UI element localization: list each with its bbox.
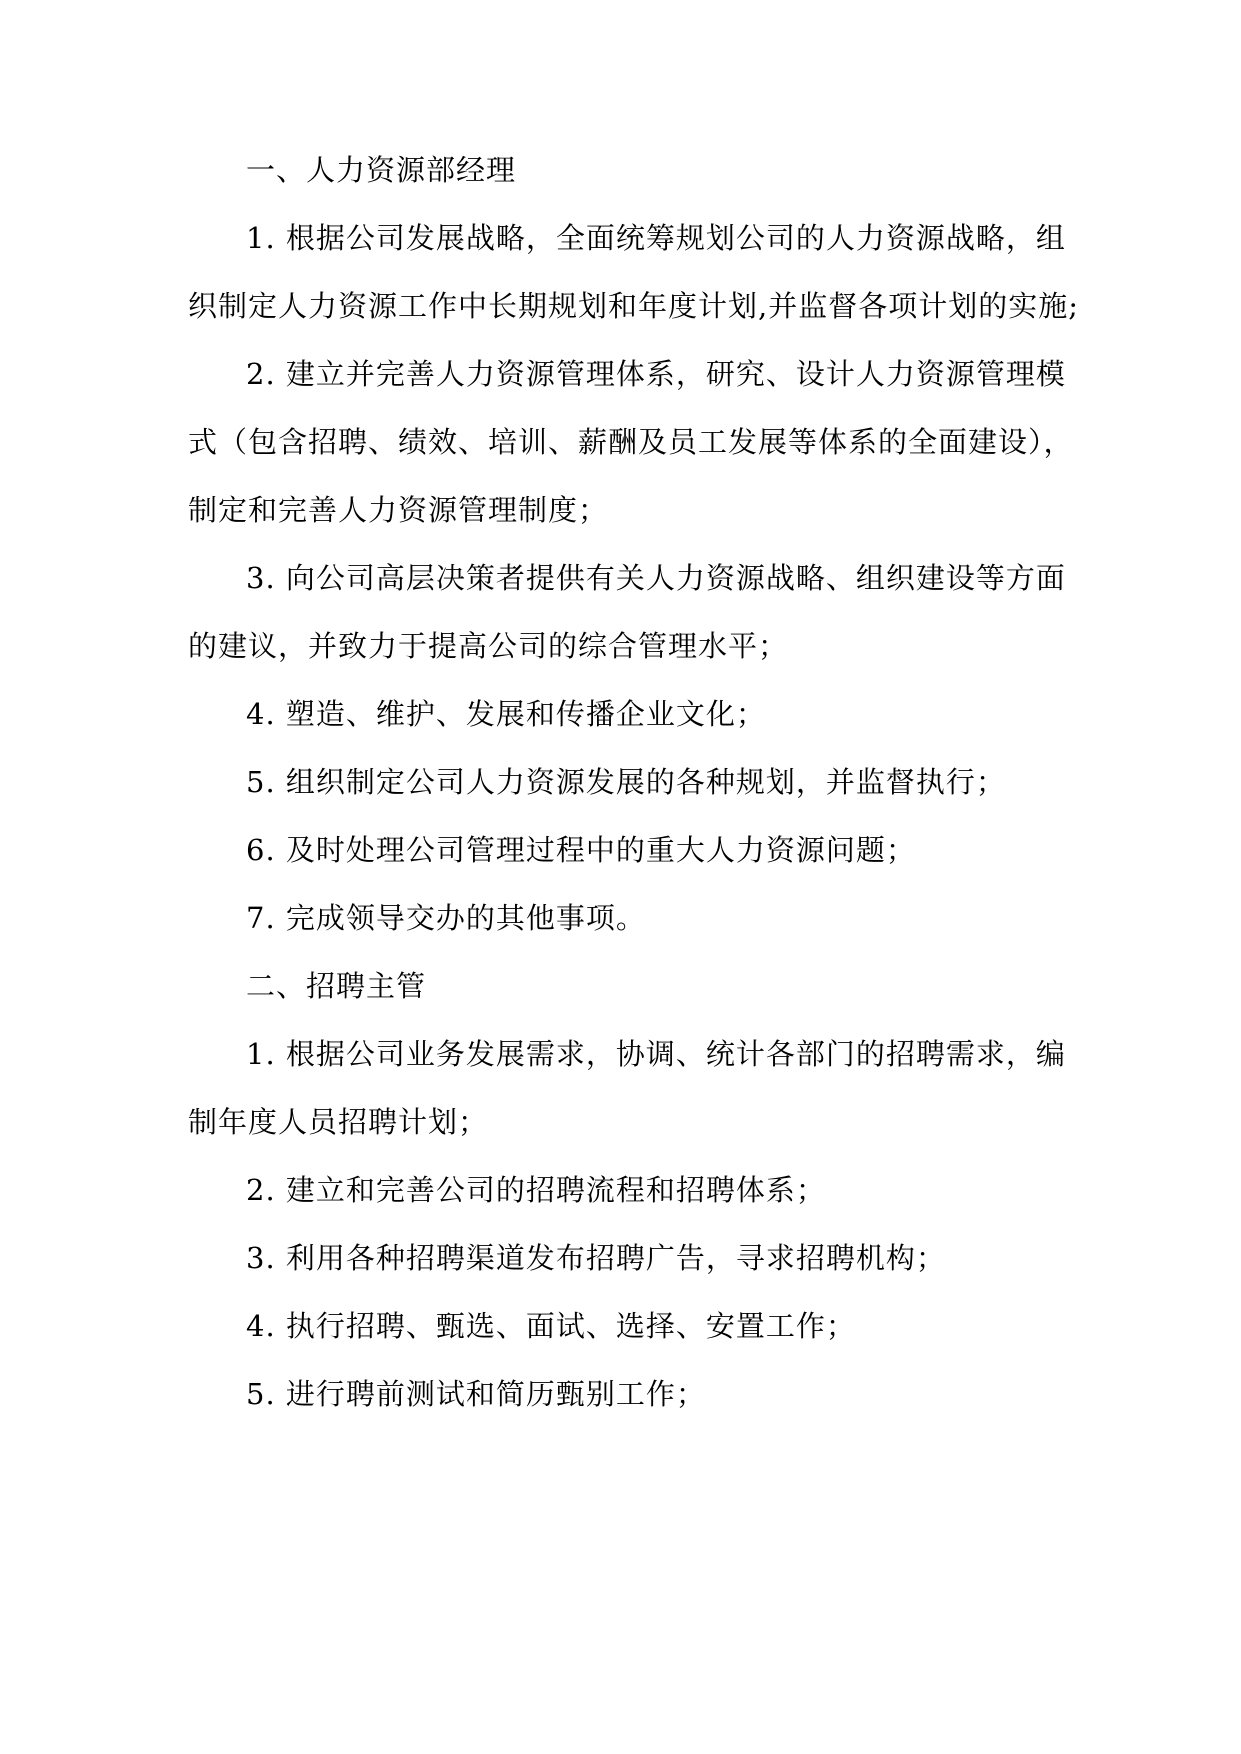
list-item-line: 3. 向公司高层决策者提供有关人力资源战略、组织建设等方面 (246, 561, 1066, 595)
list-item-line: 2. 建立和完善公司的招聘流程和招聘体系； (246, 1173, 826, 1207)
list-item-line: 制定和完善人力资源管理制度； (188, 493, 609, 527)
list-item-line: 1. 根据公司业务发展需求，协调、统计各部门的招聘需求，编 (246, 1037, 1066, 1071)
list-item-line: 织制定人力资源工作中长期规划和年度计划,并监督各项计划的实施; (188, 289, 1079, 323)
list-item-line: 的建议，并致力于提高公司的综合管理水平； (188, 629, 789, 663)
list-item-line: 3. 利用各种招聘渠道发布招聘广告，寻求招聘机构； (246, 1241, 946, 1275)
list-item-line: 5. 进行聘前测试和简历甄别工作； (246, 1377, 706, 1411)
list-item-line: 4. 执行招聘、甄选、面试、选择、安置工作； (246, 1309, 856, 1343)
section-heading-hr-manager: 一、人力资源部经理 (246, 153, 517, 187)
list-item-line: 7. 完成领导交办的其他事项。 (246, 901, 646, 935)
section-heading-recruitment-supervisor: 二、招聘主管 (246, 969, 427, 1003)
list-item-line: 6. 及时处理公司管理过程中的重大人力资源问题； (246, 833, 916, 867)
list-item-line: 5. 组织制定公司人力资源发展的各种规划，并监督执行； (246, 765, 1006, 799)
list-item-line: 2. 建立并完善人力资源管理体系，研究、设计人力资源管理模 (246, 357, 1066, 391)
list-item-line: 式（包含招聘、绩效、培训、薪酬及员工发展等体系的全面建设）， (188, 425, 1074, 459)
list-item-line: 制年度人员招聘计划； (188, 1105, 489, 1139)
list-item-line: 1. 根据公司发展战略，全面统筹规划公司的人力资源战略，组 (246, 221, 1066, 255)
list-item-line: 4. 塑造、维护、发展和传播企业文化； (246, 697, 766, 731)
